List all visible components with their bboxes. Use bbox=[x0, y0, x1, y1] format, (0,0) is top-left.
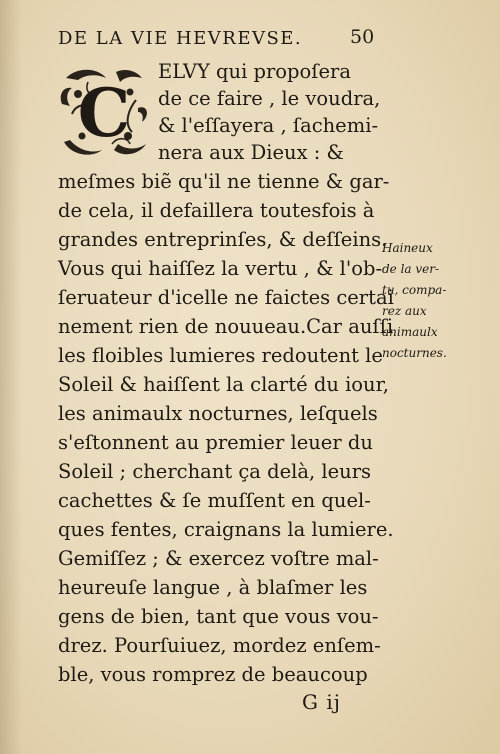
marginal-note bbox=[382, 238, 492, 364]
body-line: Soleil ; cherchant ça delà, leurs bbox=[58, 460, 372, 483]
marginal-note-line: de la ver- bbox=[382, 262, 440, 276]
body-line: nera aux Dieux : & bbox=[158, 141, 344, 164]
body-line: cachettes & ſe muſſent en quel- bbox=[58, 489, 371, 512]
marginal-note-line: tu, compa- bbox=[382, 283, 447, 297]
marginal-note-line: Haineux bbox=[382, 241, 433, 255]
signature-mark: G ij bbox=[302, 690, 341, 714]
body-line: meſmes biẽ qu'il ne tienne & gar- bbox=[58, 170, 390, 193]
body-line: ELVY qui propoſera bbox=[158, 60, 351, 83]
drop-cap-letter: C bbox=[77, 74, 131, 152]
body-line: nement rien de nouueau.Car auſſi bbox=[58, 315, 394, 338]
body-line: Gemiſſez ; & exercez voſtre mal- bbox=[58, 547, 379, 570]
body-line: les animaulx nocturnes, leſquels bbox=[58, 402, 378, 425]
marginal-note-line: animaulx bbox=[382, 325, 438, 339]
body-line: drez. Pourſuiuez, mordez enſem- bbox=[58, 634, 381, 657]
body-line: ble, vous romprez de beaucoup bbox=[58, 663, 368, 686]
body-line: gens de bien, tant que vous vou- bbox=[58, 605, 379, 628]
ornamental-drop-cap bbox=[58, 64, 150, 160]
marginal-note-line: nocturnes. bbox=[382, 346, 447, 360]
gutter-shadow bbox=[0, 0, 22, 754]
body-line: de cela, il defaillera toutesfois à bbox=[58, 199, 375, 222]
body-line: s'eſtonnent au premier leuer du bbox=[58, 431, 373, 454]
body-line: ques fentes, craignans la lumiere. bbox=[58, 518, 394, 541]
body-line: Vous qui haiſſez la vertu , & l'ob- bbox=[58, 257, 383, 280]
body-line: Soleil & haiſſent la clarté du iour, bbox=[58, 373, 389, 396]
body-line: grandes entreprinſes, & deſſeins. bbox=[58, 228, 388, 251]
body-line: ſeruateur d'icelle ne faictes certai bbox=[58, 286, 394, 309]
body-line: les floibles lumieres redoutent le bbox=[58, 344, 383, 367]
marginal-note-line: rez aux bbox=[382, 304, 427, 318]
body-line: heureuſe langue , à blaſmer les bbox=[58, 576, 368, 599]
running-title: DE LA VIE HEVREVSE. bbox=[58, 28, 303, 49]
page-number: 50 bbox=[350, 26, 375, 48]
body-line: & l'eſſayera , ſachemi- bbox=[158, 114, 379, 137]
body-line: de ce faire , le voudra, bbox=[158, 87, 381, 110]
